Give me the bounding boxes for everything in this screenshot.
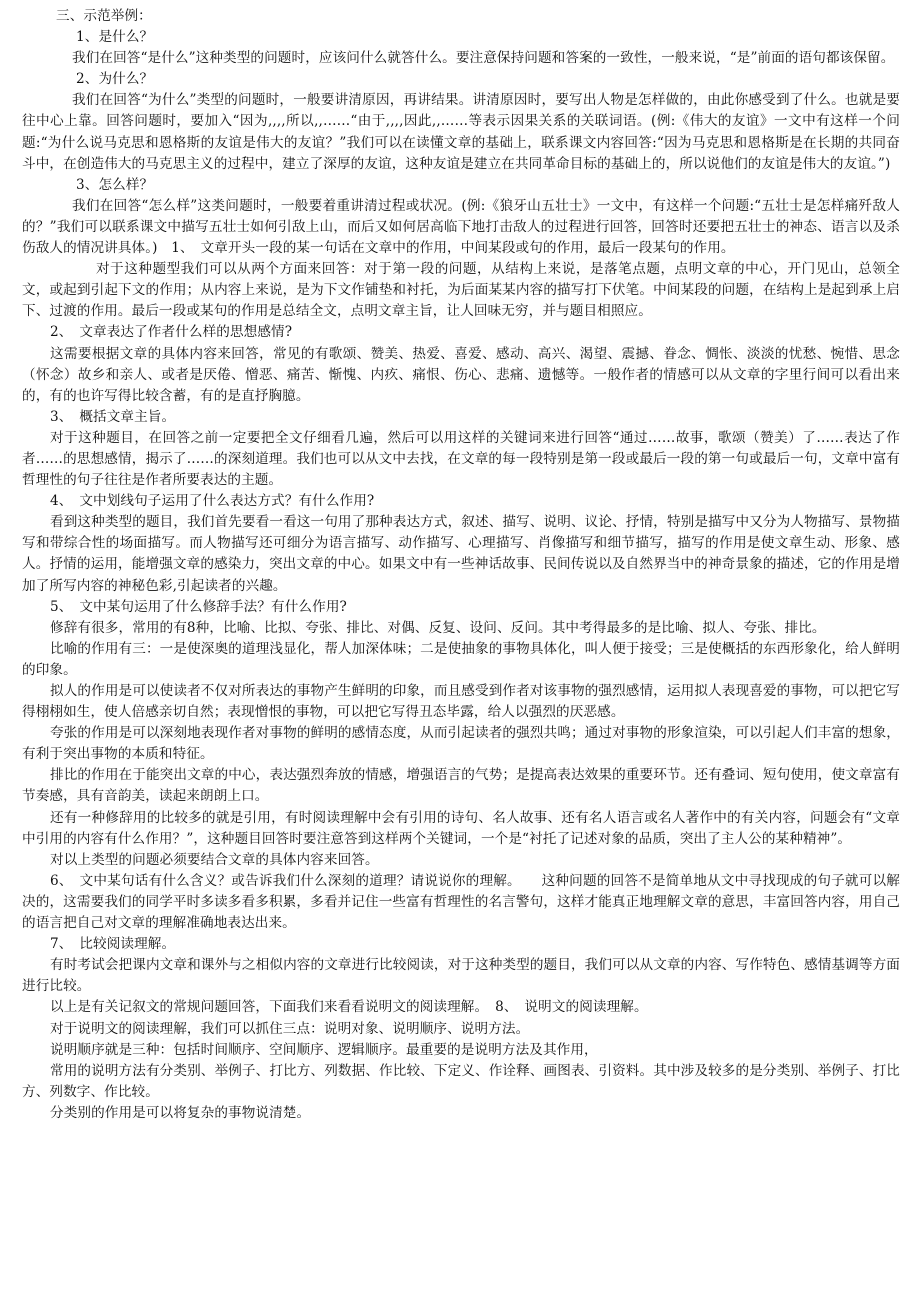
paragraph-meaning: 6、 文中某句话有什么含义？或告诉我们什么深刻的道理？请说说你的理解。 这种问题的回答不是简单地从文中寻找现成的句子就可以解决的，这需要我们的同学平时多读多看多积累，多看并记住一些富有哲理性的名言警句，这样才能真正地理解文章的意思，丰富回答内容，用自己的语言把自己对文章的理解准确地表达出来。	[22, 872, 900, 932]
question-heading-5: 5、 文中某句运用了什么修辞手法？有什么作用?	[50, 598, 347, 615]
paragraph-feelings: 这需要根据文章的具体内容来回答，常见的有歌颂、赞美、热爱、喜爱、感动、高兴、渴望、震撼、眷念、惆怅、淡淡的忧愁、惋惜、思念（怀念）故乡和亲人、或者是厌倦、憎恶、痛苦、惭愧、内疚、痛恨、伤心、悲痛、遗憾等。一般作者的情感可以从文章的字里行间可以看出来的，有的也许写得比较含蓄，有的是直抒胸臆。	[22, 345, 900, 404]
paragraph-theme: 对于这种题目，在回答之前一定要把全文仔细看几遍，然后可以用这样的关键词来进行回答“通过……故事，歌颂（赞美）了……表达了作者……的思想感情，揭示了……的深刻道理。我们也可以从文中去找，在文章的每一段特别是第一段或最后一段的第一句或最后一句，文章中富有哲理性的句子往往是作者所要表达的主题。	[22, 429, 900, 489]
paragraph-exaggeration: 夸张的作用是可以深刻地表现作者对事物的鲜明的感情态度，从而引起读者的强烈共鸣；通过对事物的形象渲染，可以引起人们丰富的想象，有利于突出事物的本质和特征。	[22, 725, 900, 763]
paragraph-why: 我们在回答“为什么”类型的问题时，一般要讲清原因，再讲结果。讲清原因时，要写出人物是怎样做的，由此你感受到了什么。也就是要往中心上靠。回答问题时，要加入“因为,,,,所以,,……“由于,,,,因此,,……等表示因果关系的关联词语。(例:《伟大的友谊》一文中有这样一个问题:“为什么说马克思和恩格斯的友谊是伟大的友谊？”我们可以在读懂文章的基础上，联系课文内容回答:“因为马克思和恩格斯是在长期的共同奋斗中，在创造伟大的马克思主义的过程中，建立了深厚的友谊，这种友谊是建立在共同革命目标的基础上的，所以说他们的友谊是伟大的友谊。”)	[22, 92, 900, 172]
paragraph-quotation: 还有一种修辞用的比较多的就是引用，有时阅读理解中会有引用的诗句、名人故事、还有名人语言或名人著作中的有关内容，问题会有“文章中引用的内容有什么作用？”，这种题目回答时要注意答到这样两个关键词，一个是“衬托了记述对象的品质，突出了主人公的某种精神”。	[22, 809, 900, 847]
subheading-why: 2、为什么？	[76, 71, 154, 88]
section-heading-examples: 三、示范举例：	[56, 8, 152, 24]
paragraph-structure-answer: 对于这种题型我们可以从两个方面来回答：对于第一段的问题，从结构上来说，是落笔点题，点明文章的中心，开门见山，总领全文，或起到引起下文的作用；从内容上来说，是为下文作铺垫和衬托，为后面某某内容的描写打下伏笔。中间某段的问题，在结构上是起到承上启下、过渡的作用。最后一段或某句的作用是总结全文，点明文章主旨，让人回味无穷，并与题目相照应。	[22, 261, 900, 320]
question-heading-3: 3、 概括文章主旨。	[50, 408, 176, 425]
paragraph-summary-note: 对以上类型的问题必须要结合文章的具体内容来回答。	[50, 851, 379, 868]
paragraph-metaphor: 比喻的作用有三：一是使深奥的道理浅显化，帮人加深体味；二是使抽象的事物具体化，叫人便于接受；三是使概括的东西形象化，给人鲜明的印象。	[22, 640, 900, 678]
paragraph-comparison: 有时考试会把课内文章和课外与之相似内容的文章进行比较阅读，对于这种类型的题目，我们可以从文章的内容、写作特色、感情基调等方面进行比较。	[22, 957, 900, 995]
paragraph-personification: 拟人的作用是可以使读者不仅对所表达的事物产生鲜明的印象，而且感受到作者对该事物的强烈感情，运用拟人表现喜爱的事物，可以把它写得栩栩如生，使人倍感亲切自然；表现憎恨的事物，可以把它写得丑态毕露，给人以强烈的厌恶感。	[22, 683, 900, 721]
paragraph-how: 我们在回答“怎么样”这类问题时，一般要着重讲清过程或状况。(例:《狼牙山五壮士》一文中，有这样一个问题:“五壮士是怎样痛歼敌人的？”我们可以联系课文中描写五壮士如何引敌上山，而后又如何居高临下地打击敌人的过程进行回答，回答时还要把五壮士的神态、语言以及杀伤敌人的情况讲具体。) 1、 文章开头一段的某一句话在文章中的作用，中间某段或句的作用，最后一段某句的作用。	[22, 197, 900, 257]
paragraph-order: 说明顺序就是三种：包括时间顺序、空间顺序、逻辑顺序。最重要的是说明方法及其作用，	[50, 1041, 598, 1058]
paragraph-what: 我们在回答“是什么”这种类型的问题时，应该问什么就答什么。要注意保持问题和答案的一致性，一般来说，“是”前面的语句都该保留。	[72, 50, 895, 67]
question-heading-2: 2、 文章表达了作者什么样的思想感情?	[50, 324, 293, 341]
subheading-what: 1、是什么？	[76, 29, 154, 46]
paragraph-rhetoric: 修辞有很多，常用的有8种，比喻、比拟、夸张、排比、对偶、反复、设问、反问。其中考得最多的是比喻、拟人、夸张、排比。	[50, 619, 826, 636]
paragraph-expression: 看到这种类型的题目，我们首先要看一看这一句用了那种表达方式，叙述、描写、说明、议论、抒情，特别是描写中又分为人物描写、景物描写和带综合性的场面描写。而人物描写还可细分为语言描写、动作描写、心理描写、肖像描写和细节描写，描写的作用是使文章生动、形象、感人。抒情的运用，能增强文章的感染力，突出文章的中心。如果文中有一些神话故事、民间传说以及自然界当中的神奇景象的描述，它的作用是增加了所写内容的神秘色彩,引起读者的兴趣。	[22, 514, 900, 594]
paragraph-methods: 常用的说明方法有分类别、举例子、打比方、列数据、作比较、下定义、作诠释、画图表、引资料。其中涉及较多的是分类别、举例子、打比方、列数字、作比较。	[22, 1062, 900, 1100]
question-heading-7: 7、 比较阅读理解。	[50, 936, 176, 953]
subheading-how: 3、怎么样？	[76, 176, 154, 193]
paragraph-three-points: 对于说明文的阅读理解，我们可以抓住三点：说明对象、说明顺序、说明方法。	[50, 1020, 530, 1037]
question-heading-4: 4、 文中划线句子运用了什么表达方式？有什么作用?	[50, 493, 375, 510]
paragraph-parallelism: 排比的作用在于能突出文章的中心，表达强烈奔放的情感，增强语言的气势；是提高表达效果的重要环节。还有叠词、短句使用，使文章富有节奏感，具有音韵美，读起来朗朗上口。	[22, 767, 900, 805]
paragraph-transition-expository: 以上是有关记叙文的常规问题回答，下面我们来看看说明文的阅读理解。 8、 说明文的阅读理解。	[50, 999, 648, 1016]
paragraph-classification: 分类别的作用是可以将复杂的事物说清楚。	[50, 1104, 311, 1121]
